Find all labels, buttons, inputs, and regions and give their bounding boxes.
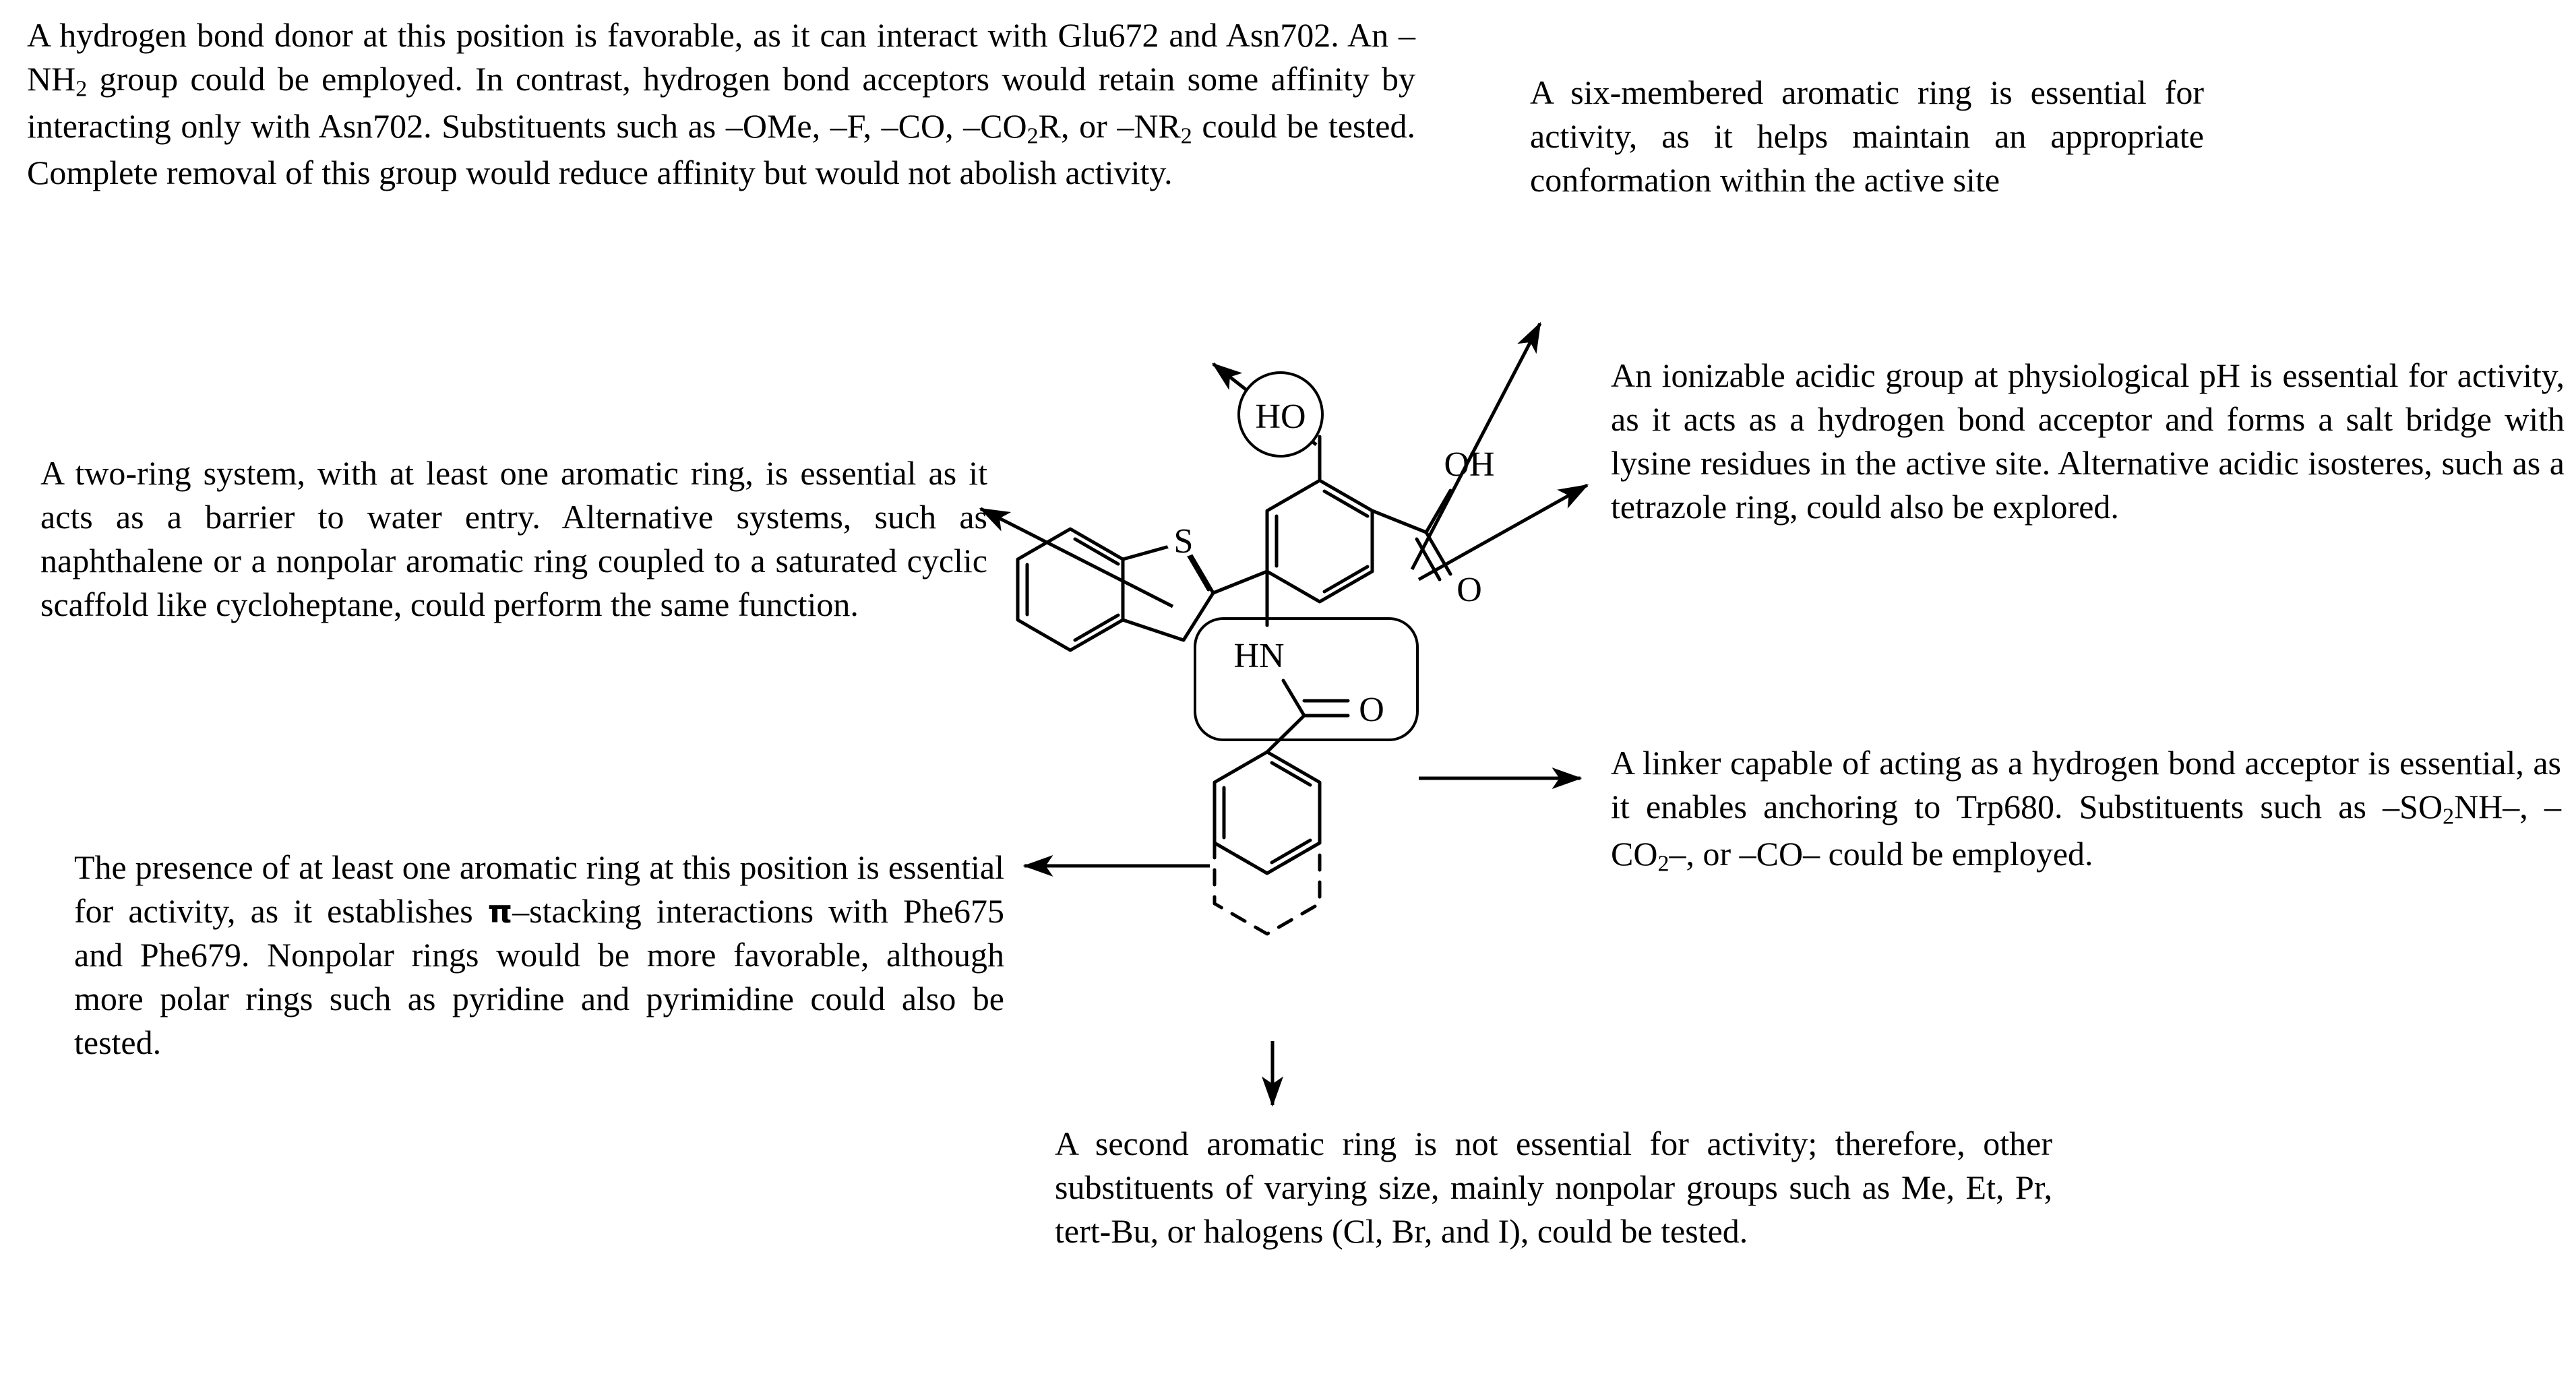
six-membered-aromatic-ring-note [1530, 71, 2204, 202]
amide-nh-label: HN [1233, 637, 1285, 675]
hydrogen-bond-donor-note-text: A hydrogen bond donor at this position is favorable, as it can interact with Glu672 and Asn702. An $-NH_2$ group could be employed. In contrast, hydrogen bond acceptors would retain some affinity by interacting only with Asn702. Substituents such as –OMe, –F, –CO, $-CO_2R$, or $-NR_2$ could be tested. Complete removal of this group would reduce affinity but would not abolish activity. [27, 16, 1415, 192]
lower-phenyl-ring [1215, 752, 1320, 873]
bond-to-carboxyl [1372, 511, 1426, 532]
chemical-structure [998, 323, 1631, 1105]
six-membered-aromatic-ring-note-text: A six-membered aromatic ring is essential for activity, as it helps maintain an appropriate conformation within the active site [1530, 73, 2204, 199]
linker-note [1611, 741, 2561, 879]
benzothiophene-benzene-ring [1018, 529, 1123, 650]
aromatic-ring-stacking-note [74, 846, 1004, 1065]
bond-carboxyl-oh [1426, 491, 1450, 532]
sulfur-label: S [1173, 522, 1194, 561]
bond-biaryl [1213, 571, 1267, 593]
hydroxyl-label: HO [1255, 398, 1306, 436]
second-aromatic-ring-note [1055, 1122, 2052, 1253]
two-ring-system-note-text: A two-ring system, with at least one aromatic ring, is essential as it acts as a barrier to water entry. Alternative systems, such as naphthalene or a nonpolar aromatic ring coupled to a saturated cyclic scaffold like cycloheptane, could perform the same function. [40, 454, 987, 623]
ionizable-acidic-group-note [1611, 354, 2565, 529]
thiophene-ring [1123, 542, 1213, 640]
ionizable-acidic-group-note-text: An ionizable acidic group at physiological pH is essential for activity, as it acts as a hydrogen bond acceptor and forms a salt bridge with lysine residues in the active site. Alternative acidic isosteres, such as a tetrazole ring, could also be explored. [1611, 356, 2565, 526]
bond-carboxyl-co-2 [1417, 539, 1440, 579]
carbonyl-o-label: O [1359, 691, 1384, 729]
two-ring-system-note [40, 451, 987, 627]
second-aromatic-ring-note-text: A second aromatic ring is not essential for activity; therefore, other substituents of varying size, mainly nonpolar groups such as Me, Et, Pr, tert-Bu, or halogens (Cl, Br, and I), could be tested. [1055, 1125, 2052, 1250]
dashed-second-aromatic-ring [1215, 843, 1320, 934]
central-aromatic-ring [1267, 480, 1372, 602]
carboxyl-oh-label: OH [1444, 445, 1495, 484]
hydrogen-bond-donor-note [27, 13, 1415, 195]
carboxyl-o-label: O [1456, 571, 1482, 609]
aromatic-ring-stacking-note-text: The presence of at least one aromatic ring at this position is essential for activity, as it establishes π–stacking interactions with Phe675 and Phe679. Nonpolar rings would be more favorable, although more polar rings such as pyridine and pyrimidine could also be tested. [74, 848, 1004, 1061]
bond-carboxyl-co-1 [1426, 532, 1450, 574]
linker-note-text: A linker capable of acting as a hydrogen bond acceptor is essential, as it enables anchoring to Trp680. Substituents such as $-SO_2NH-$, $-CO_2-$, or –CO– could be employed. [1611, 744, 2562, 877]
